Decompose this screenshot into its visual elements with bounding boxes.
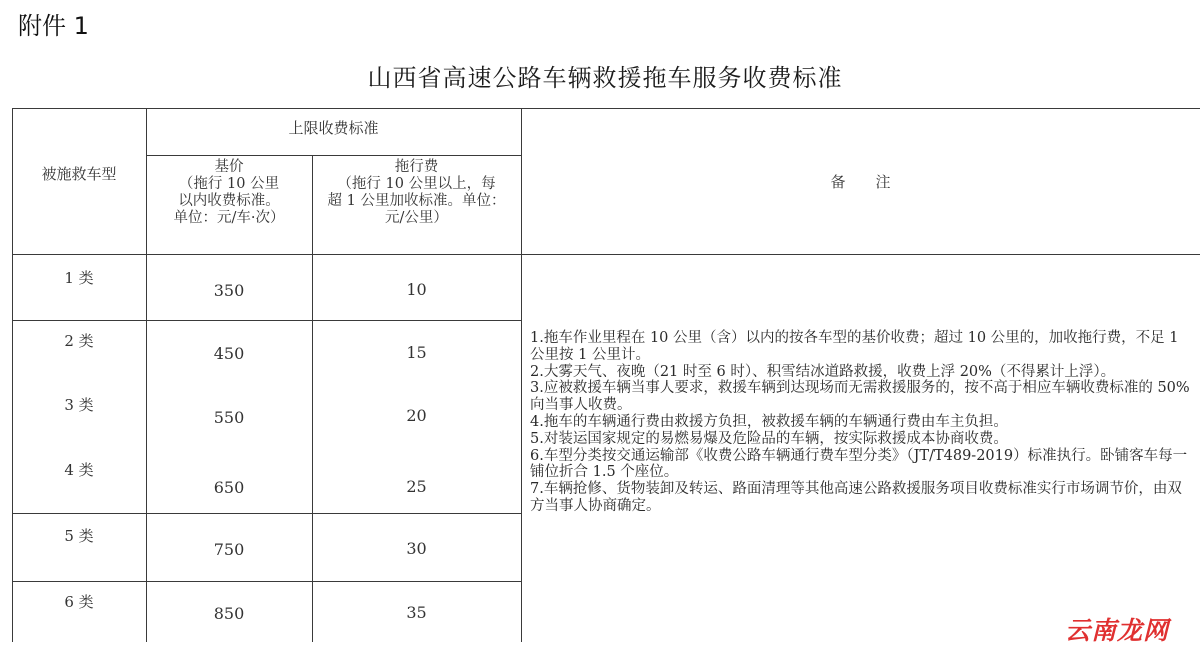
header-towing-fee — [312, 159, 521, 227]
header-towing-fee-line: 元/公里） — [385, 210, 448, 226]
header-remarks: 备 注 — [830, 173, 891, 191]
base-price-cell: 850 — [213, 604, 245, 623]
base-price-cell: 350 — [213, 281, 245, 300]
table-rule — [12, 320, 521, 321]
header-vehicle-type: 被施救车型 — [41, 165, 117, 183]
remark-item: 2.大雾天气、夜晚（21 时至 6 时）、积雪结冰道路救援，收费上浮 20%（不得累计上浮）。 — [530, 363, 1116, 380]
vehicle-type-cell: 3 类 — [64, 396, 94, 414]
table-rule — [12, 581, 521, 582]
vehicle-type-cell: 2 类 — [64, 332, 94, 350]
remark-item: 3.应被救援车辆当事人要求，救援车辆到达现场而无需救援服务的，按不高于相应车辆收费标准的 50%向当事人收费。 — [530, 380, 1190, 414]
header-upper-limit: 上限收费标准 — [288, 119, 379, 137]
table-rule — [12, 108, 1200, 109]
table-rule — [12, 108, 13, 642]
site-watermark-logo: 云南龙网 — [1065, 616, 1170, 645]
towing-fee-cell: 20 — [406, 406, 427, 425]
table-rule — [12, 254, 1200, 255]
remark-item: 5.对装运国家规定的易燃易爆及危险品的车辆，按实际救援成本协商收费。 — [530, 430, 1008, 447]
vehicle-type-cell: 4 类 — [64, 461, 94, 479]
header-base-price — [146, 159, 312, 227]
base-price-cell: 550 — [213, 408, 245, 427]
base-price-cell: 450 — [213, 344, 245, 363]
towing-fee-cell: 35 — [406, 603, 427, 622]
towing-fee-cell: 10 — [406, 280, 427, 299]
fee-table — [0, 108, 1200, 655]
remark-item: 1.拖车作业里程在 10 公里（含）以内的按各车型的基价收费；超过 10 公里的，加收拖行费，不足 1 公里按 1 公里计。 — [530, 330, 1179, 363]
attachment-label: 附件 1 — [18, 12, 89, 40]
document-title: 山西省高速公路车辆救援拖车服务收费标准 — [367, 64, 843, 92]
vehicle-type-cell: 5 类 — [64, 527, 94, 545]
towing-fee-cell: 30 — [406, 539, 427, 558]
remarks-list — [530, 330, 1190, 515]
base-price-cell: 750 — [213, 540, 245, 559]
header-base-price-line: （拖行 10 公里 — [178, 176, 280, 192]
table-rule — [146, 155, 521, 156]
towing-fee-cell: 25 — [406, 477, 427, 496]
vehicle-type-cell: 6 类 — [64, 593, 94, 611]
table-rule — [12, 513, 521, 514]
remark-item: 7.车辆抢修、货物装卸及转运、路面清理等其他高速公路救援服务项目收费标准实行市场调节价，由双方当事人协商确定。 — [530, 481, 1182, 514]
header-base-price-line: 以内收费标准。 — [178, 193, 280, 209]
table-rule — [312, 155, 313, 642]
header-towing-fee-line: （拖行 10 公里以上，每 — [337, 176, 496, 192]
header-towing-fee-line: 超 1 公里加收标准。单位： — [327, 193, 506, 209]
remark-item: 4.拖车的车辆通行费由救援方负担，被救援车辆的车辆通行费由车主负担。 — [530, 413, 1008, 430]
header-base-price-line: 单位：元/车·次） — [173, 210, 285, 226]
base-price-cell: 650 — [213, 478, 245, 497]
remark-item: 6.车型分类按交通运输部《收费公路车辆通行费车型分类》（JT/T489-2019）标准执行。卧铺客车每一铺位折合 1.5 个座位。 — [530, 447, 1188, 481]
towing-fee-cell: 15 — [406, 343, 427, 362]
header-towing-fee-line: 拖行费 — [394, 159, 439, 175]
vehicle-type-cell: 1 类 — [64, 269, 94, 287]
header-base-price-line: 基价 — [214, 159, 244, 175]
